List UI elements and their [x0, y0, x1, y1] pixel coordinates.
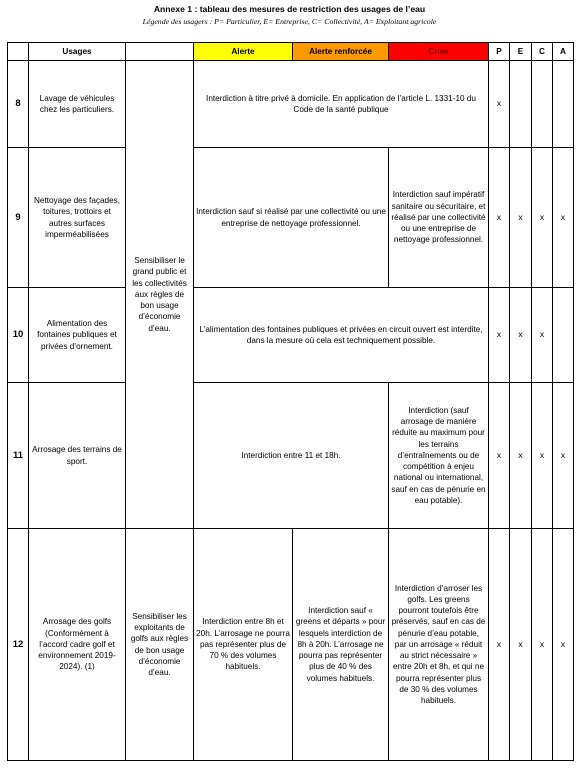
header-blank [126, 43, 194, 61]
mark-e [510, 61, 532, 148]
measure-alerte: Interdiction entre 8h et 20h. L’arrosage ne pourra pas représenter plus de 70 % des volumes habituels. [194, 529, 293, 761]
mark-a: x [553, 148, 574, 288]
header-row [8, 43, 574, 61]
row-number: 10 [8, 288, 29, 383]
measure-crise: Interdiction (sauf arrosage de manière réduite au maximum pour les terrains d’entraînements ou de compétition à enjeu national ou international, sauf en cas de pénurie en eau potable). [389, 383, 489, 529]
mark-p: x [489, 148, 510, 288]
row-number: 12 [8, 529, 29, 761]
row-number: 11 [8, 383, 29, 529]
table-row [8, 529, 574, 761]
measure-alerte-renforcee: Interdiction entre 11 et 18h. [194, 383, 389, 529]
measure-alerte-renforcee: Interdiction sauf « greens et départs » pour lesquels interdiction de 8h à 20h. L’arrosage ne pourra pas représenter plus de 40 % des volumes habituels. [293, 529, 389, 761]
row-number: 8 [8, 61, 29, 148]
table-row [8, 288, 574, 383]
mark-c: x [532, 148, 553, 288]
usage-cell: Alimentation des fontaines publiques et privées d’ornement. [29, 288, 126, 383]
mark-e: x [510, 288, 532, 383]
usage-cell: Arrosage des terrains de sport. [29, 383, 126, 529]
usage-cell: Nettoyage des façades, toitures, trottoirs et autres surfaces imperméabilisées [29, 148, 126, 288]
mark-c [532, 61, 553, 148]
mark-a [553, 61, 574, 148]
header-e: E [510, 43, 532, 61]
mark-e: x [510, 383, 532, 529]
mark-p: x [489, 288, 510, 383]
header-a: A [553, 43, 574, 61]
mark-c: x [532, 288, 553, 383]
table-row [8, 383, 574, 529]
mark-p: x [489, 61, 510, 148]
legend-content: Légende des usagers : P= Particulier, E= Entreprise, C= Collectivité, A= Exploitant agricole [142, 17, 437, 26]
measure-alerte-renforcee: Interdiction sauf si réalisé par une collectivité ou une entreprise de nettoyage professionnel. [194, 148, 389, 288]
mark-a [553, 288, 574, 383]
usage-cell: Arrosage des golfs (Conformément à l’accord cadre golf et environnement 2019-2024). (1) [29, 529, 126, 761]
sensibiliser-golfs-cell: Sensibiliser les exploitants de golfs aux règles de bon usage d’économie d’eau. [126, 529, 194, 761]
measure-crise: Interdiction d’arroser les golfs. Les greens pourront toutefois être préservés, sauf en cas de pénurie d’eau potable, par un arrosage « réduit au strict nécessaire » entre 20h et 8h, et qui ne pourra représenter plus de 30 % des volumes habituels. [389, 529, 489, 761]
mark-e: x [510, 529, 532, 761]
header-alerte: Alerte [194, 43, 293, 61]
mark-c: x [532, 383, 553, 529]
mark-c: x [532, 529, 553, 761]
mark-e: x [510, 148, 532, 288]
header-c: C [532, 43, 553, 61]
mark-p: x [489, 383, 510, 529]
mark-a: x [553, 529, 574, 761]
header-num [8, 43, 29, 61]
usage-cell: Lavage de véhicules chez les particuliers. [29, 61, 126, 148]
header-crise: Crise [389, 43, 489, 61]
legend-text [0, 16, 579, 27]
mark-a: x [553, 383, 574, 529]
measure-all-levels: L’alimentation des fontaines publiques et privées en circuit ouvert est interdite, dans la mesure où cela est techniquement possible. [194, 288, 489, 383]
sensibiliser-public-cell: Sensibiliser le grand public et les collectivités aux règles de bon usage d’économie d’eau. [126, 61, 194, 529]
table-row [8, 61, 574, 148]
header-alerte-renforcee: Alerte renforcée [293, 43, 389, 61]
header-usages: Usages [29, 43, 126, 61]
measure-all-levels: Interdiction à titre privé à domicile. En application de l’article L. 1331-10 du Code de la santé publique [194, 61, 489, 148]
restriction-table [7, 42, 574, 761]
table-row [8, 148, 574, 288]
measure-crise: Interdiction sauf impératif sanitaire ou sécuritaire, et réalisé par une collectivité ou une entreprise de nettoyage professionnel. [389, 148, 489, 288]
header-p: P [489, 43, 510, 61]
document-title: Annexe 1 : tableau des mesures de restriction des usages de l’eau [153, 4, 426, 14]
row-number: 9 [8, 148, 29, 288]
mark-p: x [489, 529, 510, 761]
